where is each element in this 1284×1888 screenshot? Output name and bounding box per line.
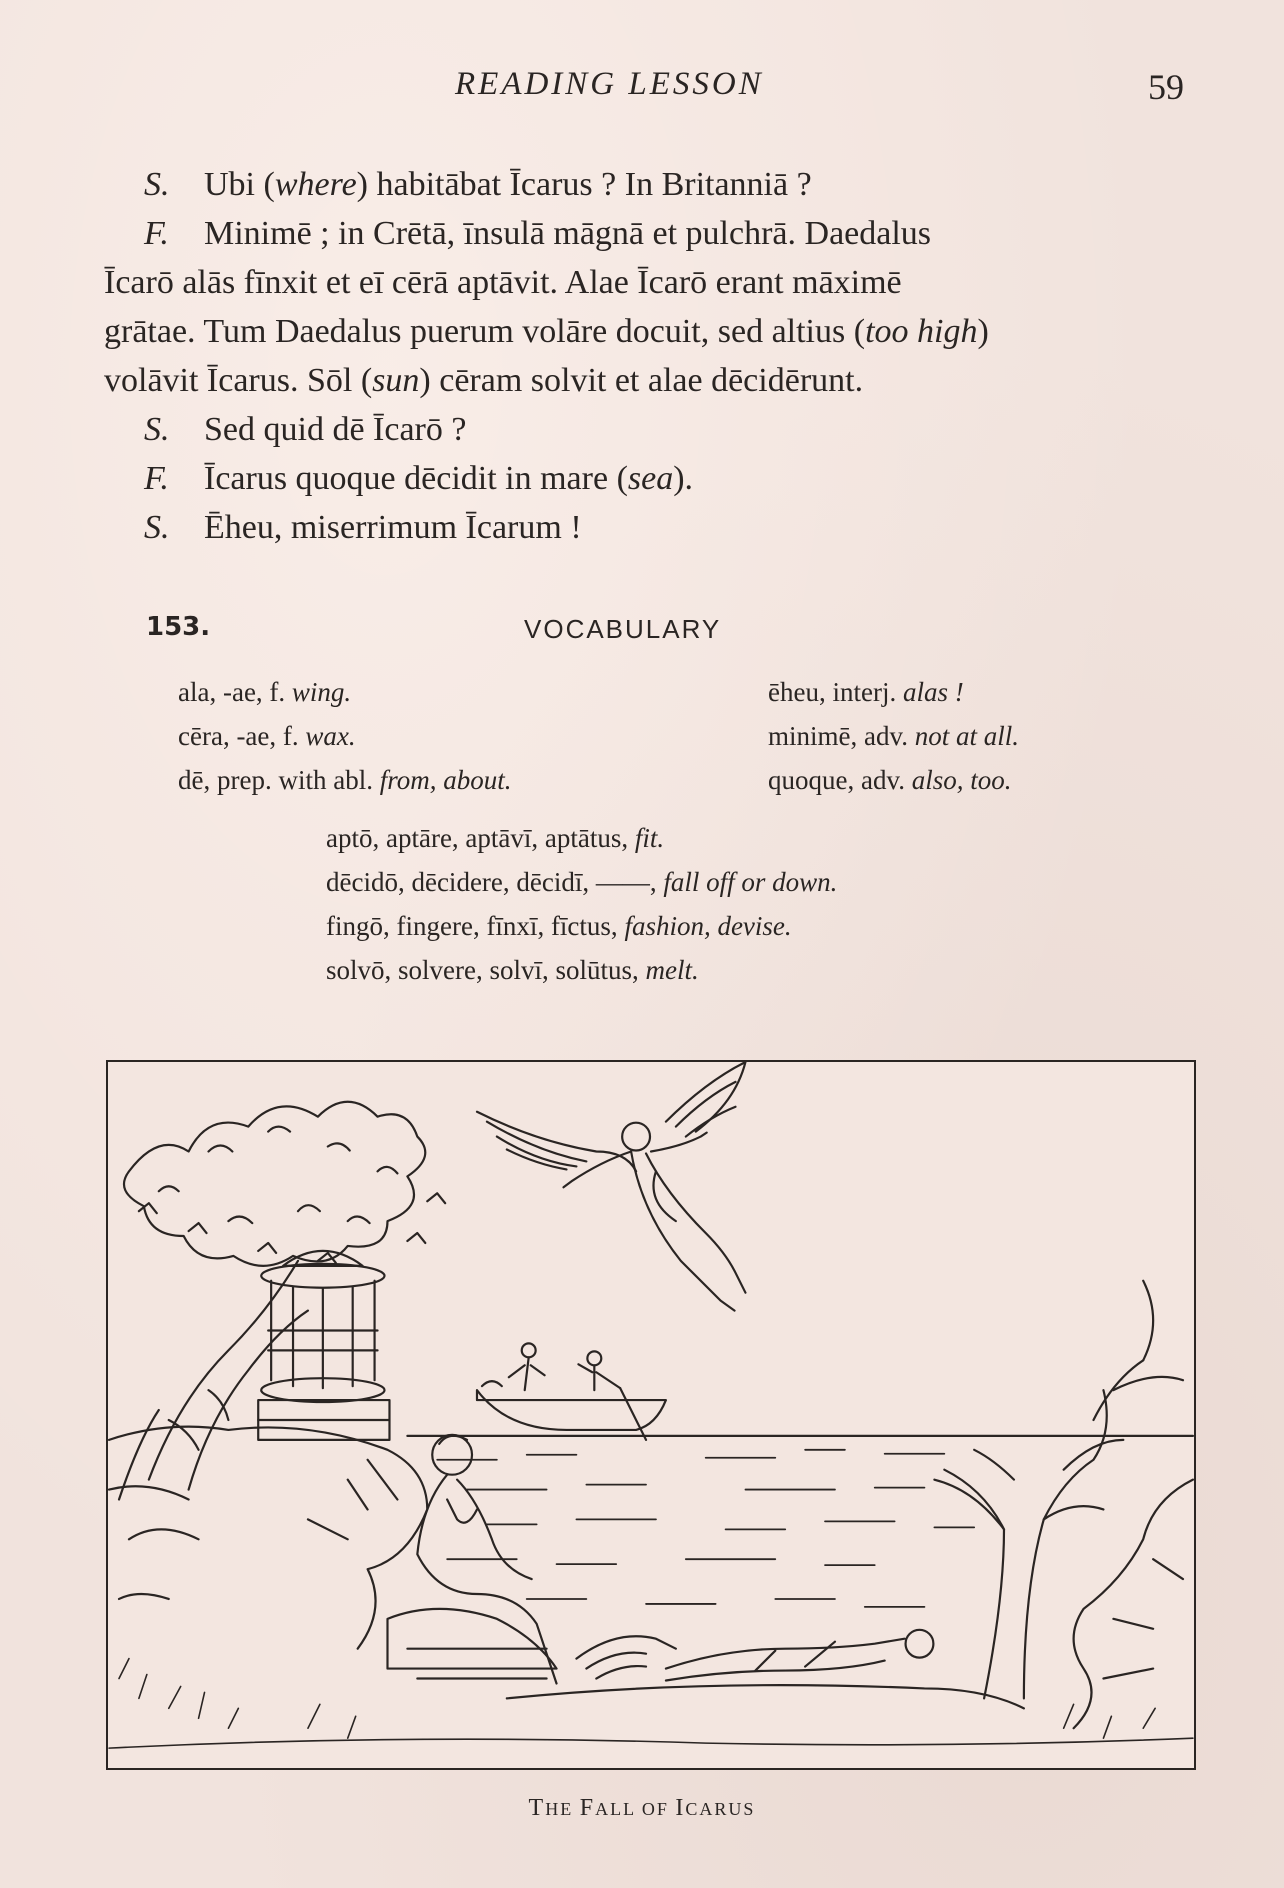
vocab-word: dē, prep. with abl.: [178, 765, 373, 795]
speaker-label: S.: [144, 411, 170, 448]
dialogue-line: [104, 503, 1204, 552]
verb-entry: [326, 816, 837, 860]
dialogue-text: grātae. Tum Daedalus puerum volāre docuit, sed altius (: [104, 313, 866, 350]
boat: [477, 1343, 666, 1439]
dialogue-text: Īcarō alās fīnxit et eī cērā aptāvit. Alae Īcarō erant māximē: [104, 264, 902, 301]
vocab-word: ala, -ae, f.: [178, 677, 286, 707]
sea-waves: [437, 1450, 974, 1607]
gloss-text: sun: [372, 362, 420, 399]
vocab-word: quoque, adv.: [768, 765, 905, 795]
caption-part: ALL OF: [595, 1799, 676, 1819]
page-number: 59: [1148, 67, 1184, 107]
speaker-label: S.: [144, 509, 170, 546]
verb-principal-parts: dēcidō, dēcidere, dēcidī, ——,: [326, 867, 657, 897]
dialogue-text: volāvit Īcarus. Sōl (: [104, 362, 373, 399]
dialogue-text: ).: [673, 460, 694, 497]
dialogue-text: Sed quid dē Īcarō ?: [204, 411, 467, 448]
vocab-meaning: from, about.: [379, 765, 512, 795]
caption-part: F: [579, 1795, 596, 1821]
dialogue-line: [104, 405, 1204, 454]
tree-canopy: [124, 1102, 445, 1266]
dead-tree: [934, 1281, 1183, 1699]
running-head: READING LESSON: [455, 66, 764, 102]
dialogue-text: ): [977, 313, 989, 350]
dialogue-line: [104, 160, 1204, 209]
dialogue-line: [104, 258, 1204, 307]
verb-principal-parts: aptō, aptāre, aptāvī, aptātus,: [326, 823, 629, 853]
right-cliff-rocks: [1074, 1480, 1193, 1729]
gloss-text: too high: [865, 313, 978, 350]
vocab-meaning: not at all.: [914, 721, 1019, 751]
vocab-entry: [768, 758, 1019, 802]
dialogue-text: ) cēram solvit et alae dēcidērunt.: [419, 362, 864, 399]
dialogue-text: Minimē ; in Crētā, īnsulā māgnā et pulchrā. Daedalus: [204, 215, 932, 252]
foreground-grass: [109, 1659, 1193, 1748]
dialogue-text: Īcarus quoque dēcidit in mare (: [204, 460, 628, 497]
dialogue-passage: [104, 160, 1204, 552]
dialogue-line: [104, 209, 1204, 258]
vocab-word: minimē, adv.: [768, 721, 908, 751]
flying-icarus: [477, 1062, 745, 1311]
verb-meaning: fall off or down.: [663, 867, 838, 897]
vocab-meaning: also, too.: [911, 765, 1012, 795]
vocab-entry: [768, 714, 1019, 758]
figure-caption: [0, 1795, 1284, 1822]
caption-part: CARUS: [685, 1799, 756, 1819]
vocab-meaning: wing.: [291, 677, 352, 707]
temple-rotunda: [258, 1251, 389, 1440]
vocab-entry: [178, 758, 511, 802]
speaker-label: F.: [144, 460, 169, 497]
speaker-label: F.: [144, 215, 169, 252]
gloss-text: where: [274, 166, 357, 203]
dialogue-text: Ēheu, miserrimum Īcarum !: [204, 509, 582, 546]
dialogue-text: ) habitābat Īcarus ? In Britanniā ?: [356, 166, 812, 203]
dialogue-line: [104, 356, 1204, 405]
verb-principal-parts: fingō, fingere, fīnxī, fīctus,: [326, 911, 618, 941]
vocab-word: ēheu, interj.: [768, 677, 897, 707]
vocabulary-column-right: [768, 670, 1019, 802]
fallen-icarus: [507, 1630, 1024, 1709]
dialogue-line: [104, 454, 1204, 503]
caption-part: I: [675, 1795, 686, 1821]
verb-list: [326, 816, 837, 992]
verb-meaning: melt.: [645, 955, 699, 985]
caption-part: HE: [545, 1799, 580, 1819]
vocab-entry: [178, 714, 511, 758]
verb-meaning: fit.: [634, 823, 665, 853]
vocab-meaning: wax.: [305, 721, 356, 751]
vocab-word: cēra, -ae, f.: [178, 721, 299, 751]
vocab-meaning: alas !: [902, 677, 964, 707]
verb-entry: [326, 948, 837, 992]
vocab-entry: [178, 670, 511, 714]
verb-meaning: fashion, devise.: [624, 911, 792, 941]
dialogue-text: Ubi (: [204, 166, 275, 203]
verb-entry: [326, 904, 837, 948]
verb-principal-parts: solvō, solvere, solvī, solūtus,: [326, 955, 639, 985]
gloss-text: sea: [627, 460, 674, 497]
vocabulary-heading: VOCABULARY: [524, 614, 722, 644]
illustration-fall-of-icarus: [106, 1060, 1196, 1770]
vocabulary-column-left: [178, 670, 511, 802]
vocab-entry: [768, 670, 1019, 714]
tree-trunk: [119, 1261, 308, 1500]
verb-entry: [326, 860, 837, 904]
dialogue-line: [104, 307, 1204, 356]
caption-part: T: [528, 1795, 546, 1821]
speaker-label: S.: [144, 166, 170, 203]
section-number: 153.: [146, 612, 211, 642]
